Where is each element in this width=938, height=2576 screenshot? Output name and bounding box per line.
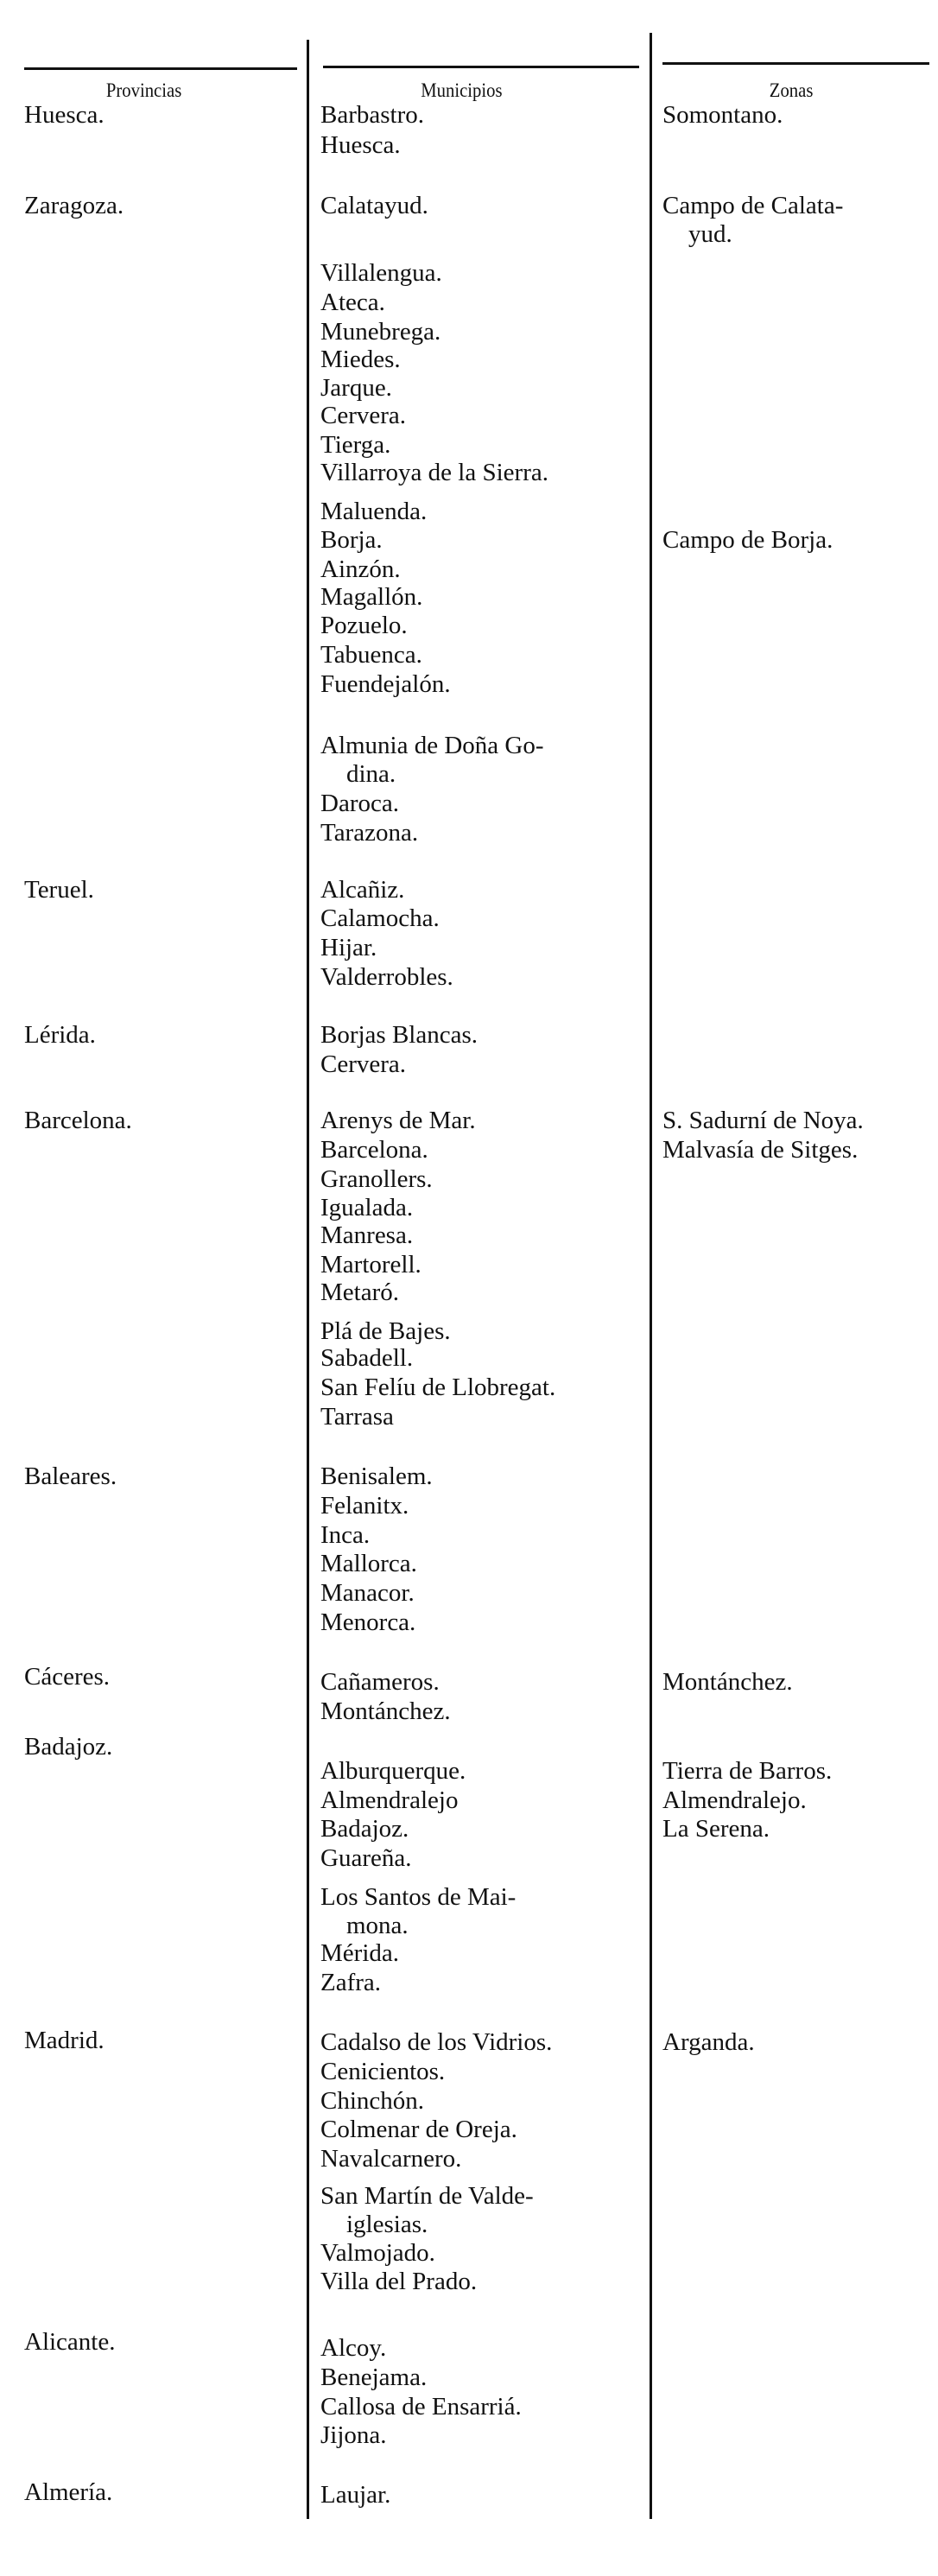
municipio-cell: iglesias. (346, 2211, 428, 2238)
zona-cell: Malvasía de Sitges. (662, 1136, 859, 1164)
municipio-cell: Martorell. (320, 1251, 421, 1278)
municipio-cell: Valmojado. (320, 2239, 435, 2267)
municipio-cell: Tabuenca. (320, 641, 422, 669)
municipio-cell: Granollers. (320, 1165, 433, 1193)
municipio-cell: mona. (346, 1912, 409, 1939)
municipio-cell: Calatayud. (320, 192, 428, 219)
municipio-cell: Tierga. (320, 431, 391, 459)
zona-cell: yud. (688, 220, 732, 248)
zona-cell: S. Sadurní de Noya. (662, 1107, 864, 1134)
municipio-cell: Ateca. (320, 289, 385, 316)
municipio-cell: Villalengua. (320, 259, 442, 287)
municipio-cell: Maluenda. (320, 498, 428, 525)
municipio-cell: Ainzón. (320, 555, 401, 583)
zona-cell: Campo de Borja. (662, 526, 833, 554)
zona-cell: Montánchez. (662, 1668, 793, 1696)
municipio-cell: Menorca. (320, 1608, 416, 1636)
municipio-cell: Fuendejalón. (320, 670, 451, 698)
municipio-cell: Cervera. (320, 1050, 407, 1078)
zona-cell: Campo de Calata- (662, 192, 844, 219)
municipio-cell: Tarrasa (320, 1403, 394, 1431)
municipio-cell: Metaró. (320, 1278, 399, 1306)
municipio-cell: Zafra. (320, 1969, 382, 1996)
municipio-cell: Barbastro. (320, 101, 424, 129)
header-rule-zonas (662, 62, 929, 65)
municipio-cell: Valderrobles. (320, 963, 453, 991)
municipio-cell: Alcoy. (320, 2334, 387, 2362)
municipio-cell: Almunia de Doña Go- (320, 732, 544, 759)
municipio-cell: San Martín de Valde- (320, 2182, 534, 2210)
municipio-cell: Huesca. (320, 131, 401, 159)
municipio-cell: Colmenar de Oreja. (320, 2116, 517, 2143)
header-provincias: Provincias (105, 79, 182, 101)
provincia-cell: Cáceres. (24, 1663, 111, 1691)
municipio-cell: Inca. (320, 1521, 371, 1549)
municipio-cell: Cañameros. (320, 1668, 440, 1696)
municipio-cell: Jijona. (320, 2421, 387, 2449)
municipio-cell: Badajoz. (320, 1815, 409, 1843)
municipio-cell: Pozuelo. (320, 612, 408, 639)
municipio-cell: Magallón. (320, 583, 423, 611)
municipio-cell: Laujar. (320, 2481, 391, 2509)
municipio-cell: Cadalso de los Vidrios. (320, 2028, 553, 2056)
zona-cell: Tierra de Barros. (662, 1757, 833, 1785)
header-rule-municipios (323, 66, 639, 68)
municipio-cell: Arenys de Mar. (320, 1107, 476, 1134)
provincia-cell: Alicante. (24, 2328, 116, 2356)
municipio-cell: Montánchez. (320, 1697, 451, 1725)
municipio-cell: Miedes. (320, 346, 401, 373)
municipio-cell: Tarazona. (320, 819, 419, 847)
municipio-cell: Felanitx. (320, 1492, 409, 1520)
column-divider-1 (307, 40, 309, 2519)
provincia-cell: Madrid. (24, 2027, 105, 2054)
municipio-cell: Villarroya de la Sierra. (320, 459, 548, 486)
municipio-cell: Chinchón. (320, 2087, 425, 2115)
provincia-cell: Lérida. (24, 1021, 96, 1049)
zona-cell: La Serena. (662, 1815, 770, 1843)
municipio-cell: Barcelona. (320, 1136, 428, 1164)
municipio-cell: Alcañiz. (320, 876, 405, 904)
header-rule-provincias (24, 67, 297, 70)
municipio-cell: Borjas Blancas. (320, 1021, 479, 1049)
provincia-cell: Baleares. (24, 1462, 117, 1490)
provincia-cell: Barcelona. (24, 1107, 132, 1134)
municipio-cell: Mérida. (320, 1939, 399, 1967)
provincia-cell: Almería. (24, 2478, 113, 2506)
zona-cell: Arganda. (662, 2028, 755, 2056)
municipio-cell: Navalcarnero. (320, 2145, 462, 2173)
municipio-cell: Guareña. (320, 1844, 412, 1872)
municipio-cell: Alburquerque. (320, 1757, 466, 1785)
municipio-cell: Manacor. (320, 1579, 415, 1607)
provincia-cell: Badajoz. (24, 1733, 113, 1761)
municipio-cell: Munebrega. (320, 318, 441, 346)
municipio-cell: Almendralejo (320, 1786, 459, 1814)
provincia-cell: Teruel. (24, 876, 94, 904)
municipio-cell: Cervera. (320, 402, 407, 429)
municipio-cell: Benejama. (320, 2363, 428, 2391)
municipio-cell: Calamocha. (320, 904, 440, 932)
municipio-cell: Villa del Prado. (320, 2268, 478, 2295)
municipio-cell: Jarque. (320, 374, 392, 402)
municipio-cell: Plá de Bajes. (320, 1317, 451, 1345)
zona-cell: Almendralejo. (662, 1786, 807, 1814)
municipio-cell: Sabadell. (320, 1344, 414, 1372)
municipio-cell: Daroca. (320, 790, 399, 817)
municipio-cell: Hijar. (320, 934, 377, 961)
header-municipios: Municipios (421, 79, 503, 101)
municipio-cell: San Felíu de Llobregat. (320, 1374, 556, 1401)
column-divider-2 (650, 33, 652, 2519)
header-zonas: Zonas (769, 79, 814, 101)
municipio-cell: Manresa. (320, 1221, 414, 1249)
municipio-cell: dina. (346, 760, 396, 788)
municipio-cell: Cenicientos. (320, 2058, 446, 2085)
municipio-cell: Mallorca. (320, 1550, 417, 1577)
municipio-cell: Igualada. (320, 1194, 414, 1221)
municipio-cell: Benisalem. (320, 1462, 433, 1490)
provincia-cell: Huesca. (24, 101, 105, 129)
zona-cell: Somontano. (662, 101, 783, 129)
municipio-cell: Borja. (320, 526, 383, 554)
provincia-cell: Zaragoza. (24, 192, 124, 219)
municipio-cell: Callosa de Ensarriá. (320, 2393, 522, 2421)
municipio-cell: Los Santos de Mai- (320, 1883, 517, 1911)
